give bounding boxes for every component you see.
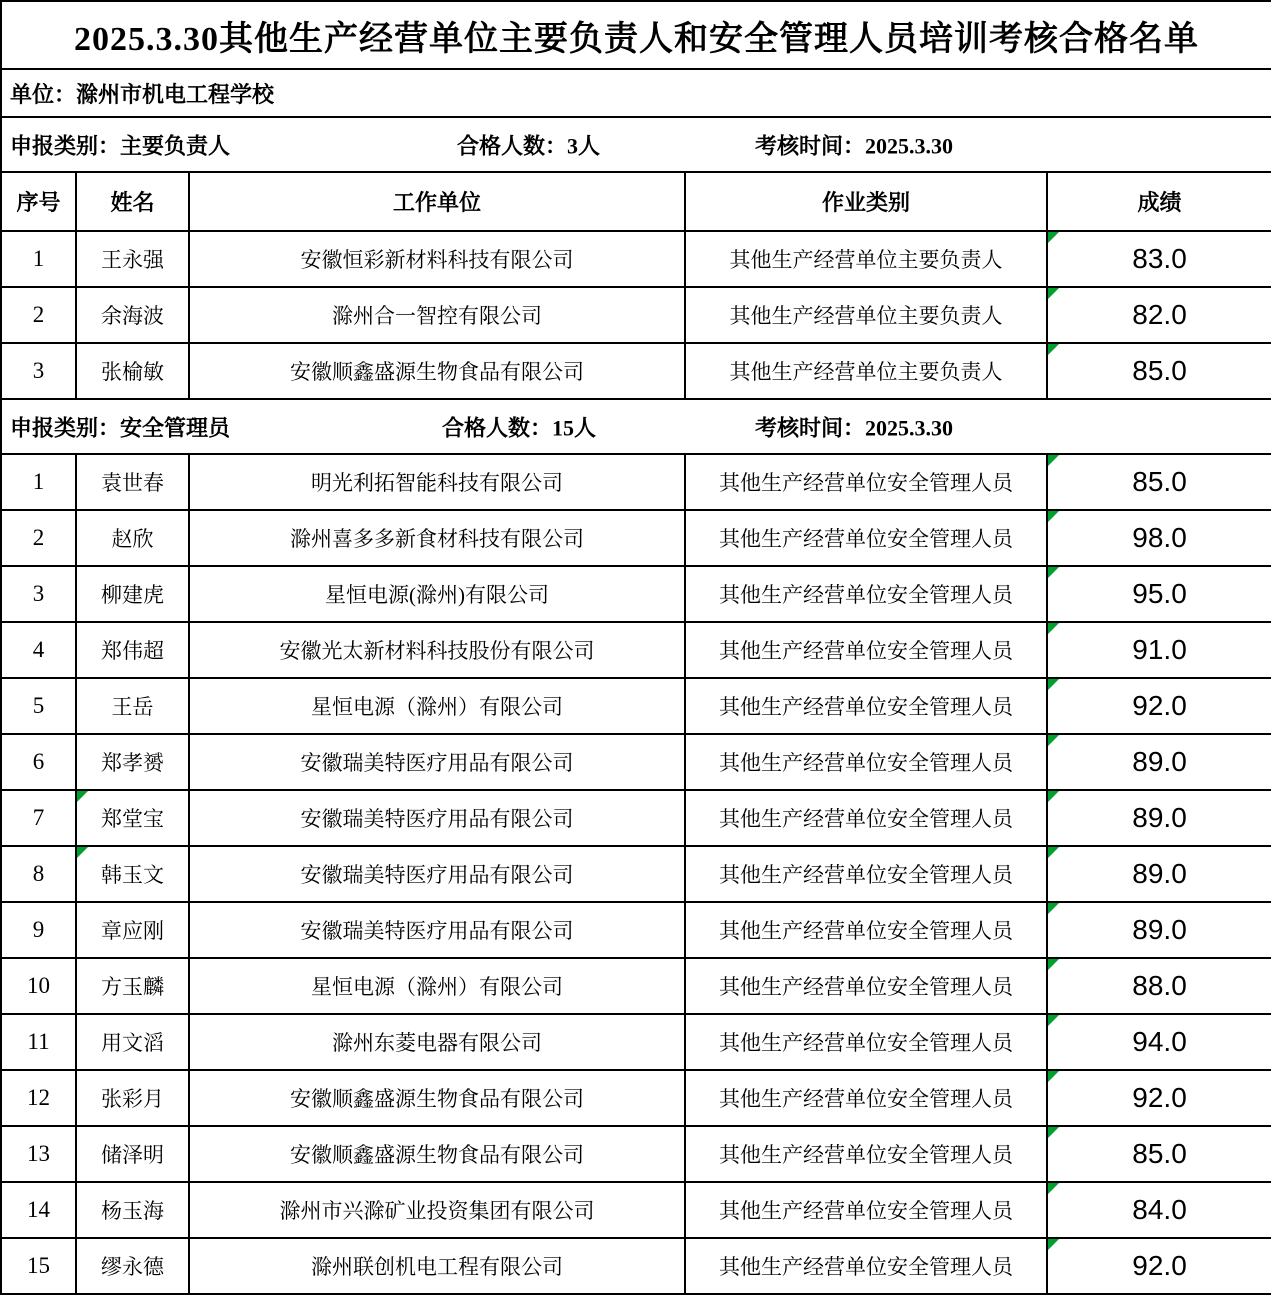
serial-cell <box>1 566 76 622</box>
company-cell-text: 安徽恒彩新材料科技有限公司 <box>300 248 574 272</box>
job-type-cell-text: 其他生产经营单位安全管理人员 <box>719 1255 1013 1279</box>
company-cell <box>189 958 685 1014</box>
name-cell <box>76 958 189 1014</box>
score-cell-text: 92.0 <box>1132 690 1187 721</box>
job-type-cell <box>685 790 1047 846</box>
serial-cell <box>1 1126 76 1182</box>
company-cell-text: 星恒电源（滁州）有限公司 <box>311 975 563 999</box>
table-row <box>1 678 1271 734</box>
green-triangle-flag-icon <box>1048 567 1059 578</box>
name-cell <box>76 1182 189 1238</box>
name-cell <box>76 1126 189 1182</box>
job-type-cell <box>685 734 1047 790</box>
job-type-cell <box>685 454 1047 510</box>
name-cell-text: 王岳 <box>111 695 154 719</box>
serial-cell <box>1 343 76 399</box>
company-cell <box>189 566 685 622</box>
table-row <box>1 1238 1271 1294</box>
company-cell <box>189 790 685 846</box>
table-row <box>1 790 1271 846</box>
company-cell <box>189 902 685 958</box>
score-cell <box>1047 846 1271 902</box>
green-triangle-flag-icon <box>1048 288 1059 299</box>
column-header-row <box>1 172 1271 231</box>
name-cell-text: 张榆敏 <box>101 360 164 384</box>
serial-cell <box>1 622 76 678</box>
job-type-cell-text: 其他生产经营单位安全管理人员 <box>719 807 1013 831</box>
job-type-cell <box>685 622 1047 678</box>
job-type-cell <box>685 678 1047 734</box>
green-triangle-flag-icon <box>1048 847 1059 858</box>
score-cell <box>1047 1070 1271 1126</box>
serial-cell-text: 13 <box>27 1141 50 1166</box>
company-cell <box>189 1182 685 1238</box>
name-cell-text: 王永强 <box>101 248 164 272</box>
company-cell <box>189 454 685 510</box>
header-score: 成绩 <box>1047 172 1271 231</box>
table-row <box>1 343 1271 399</box>
name-cell <box>76 566 189 622</box>
job-type-cell-text: 其他生产经营单位安全管理人员 <box>719 919 1013 943</box>
name-cell-text: 储泽明 <box>101 1143 164 1167</box>
header-name: 姓名 <box>76 172 189 231</box>
job-type-cell-text: 其他生产经营单位安全管理人员 <box>719 471 1013 495</box>
serial-cell-text: 6 <box>32 749 45 774</box>
score-cell-text: 95.0 <box>1132 578 1187 609</box>
serial-cell-text: 12 <box>27 1085 50 1110</box>
score-cell-text: 92.0 <box>1132 1250 1187 1281</box>
table-row <box>1 1014 1271 1070</box>
name-cell-text: 袁世春 <box>101 471 164 495</box>
table-row <box>1 1182 1271 1238</box>
unit-row <box>1 69 1271 117</box>
score-cell-text: 84.0 <box>1132 1194 1187 1225</box>
score-cell <box>1047 231 1271 287</box>
company-cell-text: 安徽光太新材料科技股份有限公司 <box>279 639 595 663</box>
job-type-cell <box>685 1126 1047 1182</box>
score-cell <box>1047 1182 1271 1238</box>
table-row <box>1 1070 1271 1126</box>
job-type-cell <box>685 1014 1047 1070</box>
serial-cell <box>1 958 76 1014</box>
job-type-cell <box>685 958 1047 1014</box>
job-type-cell-text: 其他生产经营单位安全管理人员 <box>719 1087 1013 1111</box>
page-title: 2025.3.30其他生产经营单位主要负责人和安全管理人员培训考核合格名单 <box>1 1 1271 69</box>
section-1-rows <box>1 231 1271 399</box>
name-cell <box>76 622 189 678</box>
green-triangle-flag-icon <box>1048 959 1059 970</box>
serial-cell <box>1 1182 76 1238</box>
company-cell <box>189 1238 685 1294</box>
category-label: 申报类别：主要负责人 <box>10 133 231 158</box>
name-cell <box>76 1238 189 1294</box>
score-cell <box>1047 287 1271 343</box>
serial-cell-text: 1 <box>32 246 45 271</box>
category-label: 申报类别：安全管理员 <box>10 415 231 440</box>
serial-cell <box>1 734 76 790</box>
company-cell <box>189 734 685 790</box>
pass-count-label: 合格人数：15人 <box>442 415 597 440</box>
company-cell <box>189 1014 685 1070</box>
job-type-cell-text: 其他生产经营单位安全管理人员 <box>719 1199 1013 1223</box>
table-row <box>1 454 1271 510</box>
score-cell <box>1047 734 1271 790</box>
green-triangle-flag-icon <box>1048 1183 1059 1194</box>
pass-count-label: 合格人数：3人 <box>457 133 601 158</box>
table-row <box>1 846 1271 902</box>
table-row <box>1 1126 1271 1182</box>
green-triangle-flag-icon <box>1048 679 1059 690</box>
job-type-cell <box>685 1238 1047 1294</box>
score-cell <box>1047 454 1271 510</box>
serial-cell <box>1 678 76 734</box>
category-row-1 <box>1 117 1271 172</box>
name-cell-text: 缪永德 <box>101 1255 164 1279</box>
score-cell-text: 83.0 <box>1132 243 1187 274</box>
score-cell-text: 91.0 <box>1132 634 1187 665</box>
table-row <box>1 287 1271 343</box>
name-cell-text: 韩玉文 <box>101 863 164 887</box>
category-row-2-body <box>1 399 1271 454</box>
table-row <box>1 510 1271 566</box>
name-cell <box>76 1014 189 1070</box>
exam-time-label: 考核时间：2025.3.30 <box>755 415 954 440</box>
score-cell <box>1047 510 1271 566</box>
score-cell <box>1047 678 1271 734</box>
green-triangle-flag-icon <box>1048 344 1059 355</box>
job-type-cell-text: 其他生产经营单位安全管理人员 <box>719 695 1013 719</box>
score-cell <box>1047 1238 1271 1294</box>
company-cell <box>189 622 685 678</box>
score-cell-text: 89.0 <box>1132 914 1187 945</box>
name-cell <box>76 790 189 846</box>
name-cell-text: 杨玉海 <box>101 1199 164 1223</box>
green-triangle-flag-icon <box>77 791 88 802</box>
job-type-cell <box>685 846 1047 902</box>
job-type-cell <box>685 510 1047 566</box>
serial-cell-text: 10 <box>27 973 50 998</box>
green-triangle-flag-icon <box>1048 735 1059 746</box>
job-type-cell-text: 其他生产经营单位主要负责人 <box>729 360 1003 384</box>
name-cell-text: 用文滔 <box>101 1031 164 1055</box>
company-cell-text: 滁州喜多多新食材科技有限公司 <box>290 527 584 551</box>
serial-cell <box>1 1014 76 1070</box>
name-cell-text: 郑孝赟 <box>101 751 164 775</box>
name-cell-text: 柳建虎 <box>101 583 164 607</box>
table-row <box>1 902 1271 958</box>
company-cell-text: 安徽瑞美特医疗用品有限公司 <box>300 863 574 887</box>
job-type-cell <box>685 287 1047 343</box>
category-row-2 <box>1 399 1271 454</box>
company-cell-text: 安徽瑞美特医疗用品有限公司 <box>300 751 574 775</box>
green-triangle-flag-icon <box>77 847 88 858</box>
green-triangle-flag-icon <box>1048 1015 1059 1026</box>
company-cell <box>189 678 685 734</box>
company-cell <box>189 1070 685 1126</box>
name-cell <box>76 1070 189 1126</box>
job-type-cell-text: 其他生产经营单位安全管理人员 <box>719 1031 1013 1055</box>
table-row <box>1 734 1271 790</box>
serial-cell <box>1 902 76 958</box>
company-cell-text: 星恒电源（滁州）有限公司 <box>311 695 563 719</box>
serial-cell-text: 3 <box>32 358 45 383</box>
serial-cell <box>1 1238 76 1294</box>
company-cell-text: 滁州合一智控有限公司 <box>332 304 542 328</box>
green-triangle-flag-icon <box>1048 1127 1059 1138</box>
job-type-cell <box>685 1182 1047 1238</box>
score-cell-text: 88.0 <box>1132 970 1187 1001</box>
table-row <box>1 622 1271 678</box>
serial-cell <box>1 510 76 566</box>
job-type-cell-text: 其他生产经营单位安全管理人员 <box>719 975 1013 999</box>
company-cell <box>189 287 685 343</box>
score-cell-text: 98.0 <box>1132 522 1187 553</box>
score-cell <box>1047 902 1271 958</box>
score-cell-text: 89.0 <box>1132 802 1187 833</box>
name-cell <box>76 734 189 790</box>
name-cell <box>76 231 189 287</box>
job-type-cell <box>685 1070 1047 1126</box>
name-cell-text: 郑堂宝 <box>101 807 164 831</box>
name-cell <box>76 510 189 566</box>
header-serial: 序号 <box>1 172 76 231</box>
job-type-cell <box>685 343 1047 399</box>
score-cell-text: 92.0 <box>1132 1082 1187 1113</box>
serial-cell-text: 9 <box>32 917 45 942</box>
score-cell <box>1047 790 1271 846</box>
job-type-cell-text: 其他生产经营单位安全管理人员 <box>719 527 1013 551</box>
green-triangle-flag-icon <box>1048 1239 1059 1250</box>
section-2-rows <box>1 454 1271 1294</box>
green-triangle-flag-icon <box>1048 1071 1059 1082</box>
company-cell <box>189 231 685 287</box>
job-type-cell-text: 其他生产经营单位安全管理人员 <box>719 751 1013 775</box>
green-triangle-flag-icon <box>1048 232 1059 243</box>
serial-cell-text: 15 <box>27 1253 50 1278</box>
serial-cell-text: 11 <box>27 1029 50 1054</box>
name-cell <box>76 454 189 510</box>
serial-cell <box>1 454 76 510</box>
table-row <box>1 958 1271 1014</box>
job-type-cell-text: 其他生产经营单位主要负责人 <box>729 304 1003 328</box>
score-cell-text: 89.0 <box>1132 858 1187 889</box>
company-cell-text: 滁州市兴滁矿业投资集团有限公司 <box>279 1199 595 1223</box>
serial-cell-text: 7 <box>32 805 45 830</box>
company-cell-text: 安徽顺鑫盛源生物食品有限公司 <box>290 1087 584 1111</box>
job-type-cell <box>685 902 1047 958</box>
score-cell <box>1047 343 1271 399</box>
score-cell-text: 82.0 <box>1132 299 1187 330</box>
exam-time-label: 考核时间：2025.3.30 <box>755 133 954 158</box>
green-triangle-flag-icon <box>1048 791 1059 802</box>
score-cell-text: 94.0 <box>1132 1026 1187 1057</box>
title-row <box>1 1 1271 69</box>
serial-cell-text: 5 <box>32 693 45 718</box>
job-type-cell <box>685 566 1047 622</box>
name-cell-text: 赵欣 <box>111 527 154 551</box>
name-cell <box>76 902 189 958</box>
table-row <box>1 566 1271 622</box>
name-cell-text: 章应刚 <box>101 919 164 943</box>
score-cell <box>1047 1014 1271 1070</box>
serial-cell <box>1 1070 76 1126</box>
score-cell-text: 89.0 <box>1132 746 1187 777</box>
company-cell-text: 安徽瑞美特医疗用品有限公司 <box>300 807 574 831</box>
score-cell-text: 85.0 <box>1132 355 1187 386</box>
name-cell <box>76 287 189 343</box>
name-cell <box>76 678 189 734</box>
company-cell-text: 滁州联创机电工程有限公司 <box>311 1255 563 1279</box>
serial-cell-text: 2 <box>32 302 45 327</box>
job-type-cell-text: 其他生产经营单位安全管理人员 <box>719 1143 1013 1167</box>
name-cell <box>76 846 189 902</box>
serial-cell-text: 4 <box>32 637 45 662</box>
name-cell <box>76 343 189 399</box>
company-cell-text: 明光利拓智能科技有限公司 <box>311 471 563 495</box>
company-cell-text: 安徽瑞美特医疗用品有限公司 <box>300 919 574 943</box>
table-row <box>1 231 1271 287</box>
company-cell <box>189 846 685 902</box>
serial-cell <box>1 287 76 343</box>
header-job-type: 作业类别 <box>685 172 1047 231</box>
serial-cell <box>1 231 76 287</box>
serial-cell-text: 1 <box>32 469 45 494</box>
serial-cell-text: 8 <box>32 861 45 886</box>
company-cell-text: 星恒电源(滁州)有限公司 <box>325 583 549 607</box>
serial-cell-text: 14 <box>27 1197 50 1222</box>
score-cell <box>1047 622 1271 678</box>
green-triangle-flag-icon <box>1048 623 1059 634</box>
unit-label: 单位：滁州市机电工程学校 <box>1 69 1271 117</box>
green-triangle-flag-icon <box>1048 455 1059 466</box>
score-cell-text: 85.0 <box>1132 1138 1187 1169</box>
name-cell-text: 郑伟超 <box>101 639 164 663</box>
score-cell <box>1047 958 1271 1014</box>
score-cell-text: 85.0 <box>1132 466 1187 497</box>
company-cell <box>189 1126 685 1182</box>
green-triangle-flag-icon <box>1048 511 1059 522</box>
job-type-cell-text: 其他生产经营单位安全管理人员 <box>719 639 1013 663</box>
serial-cell <box>1 790 76 846</box>
score-cell <box>1047 1126 1271 1182</box>
header-company: 工作单位 <box>189 172 685 231</box>
job-type-cell-text: 其他生产经营单位安全管理人员 <box>719 583 1013 607</box>
serial-cell-text: 3 <box>32 581 45 606</box>
company-cell <box>189 510 685 566</box>
serial-cell <box>1 846 76 902</box>
company-cell-text: 安徽顺鑫盛源生物食品有限公司 <box>290 360 584 384</box>
green-triangle-flag-icon <box>1048 903 1059 914</box>
serial-cell-text: 2 <box>32 525 45 550</box>
company-cell <box>189 343 685 399</box>
job-type-cell-text: 其他生产经营单位安全管理人员 <box>719 863 1013 887</box>
job-type-cell-text: 其他生产经营单位主要负责人 <box>729 248 1003 272</box>
job-type-cell <box>685 231 1047 287</box>
company-cell-text: 滁州东菱电器有限公司 <box>332 1031 542 1055</box>
score-cell <box>1047 566 1271 622</box>
name-cell-text: 余海波 <box>101 304 164 328</box>
company-cell-text: 安徽顺鑫盛源生物食品有限公司 <box>290 1143 584 1167</box>
name-cell-text: 方玉麟 <box>101 975 164 999</box>
name-cell-text: 张彩月 <box>101 1087 164 1111</box>
